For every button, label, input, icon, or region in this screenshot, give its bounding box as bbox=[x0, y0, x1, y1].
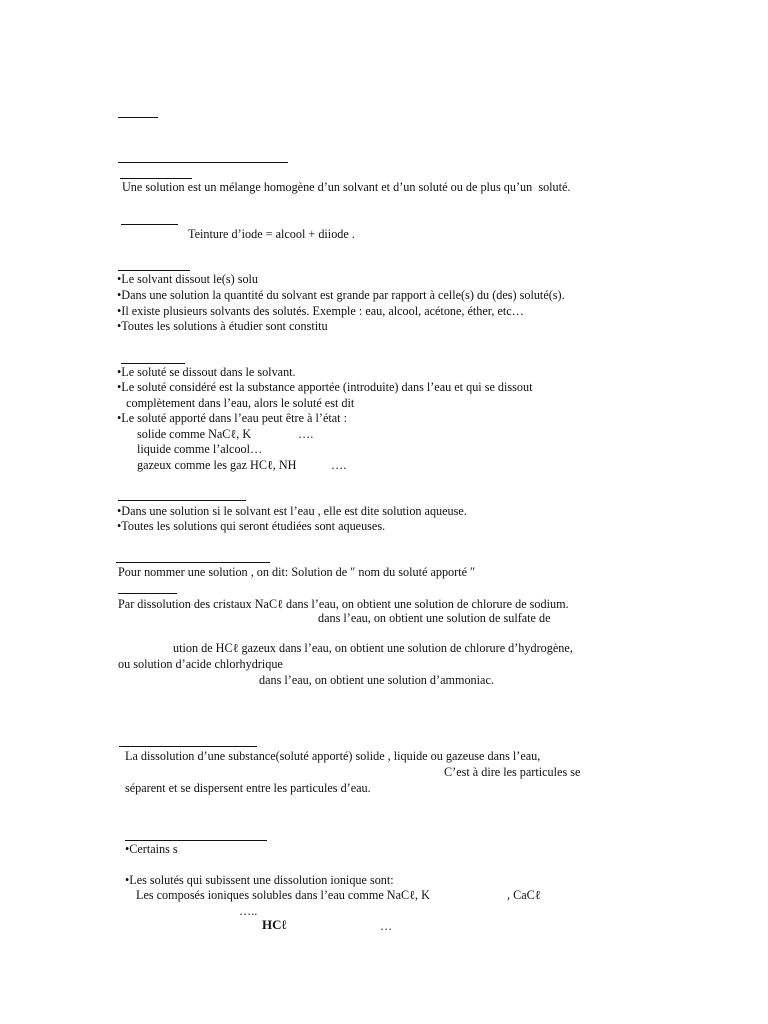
solute-solid: solide comme NaCℓ, K bbox=[137, 427, 252, 441]
solvent-item: •Dans une solution la quantité du solvant est grande par rapport à celle(s) du (des) soluté(s). bbox=[117, 288, 565, 302]
heading-rule bbox=[119, 746, 257, 747]
heading-rule bbox=[118, 270, 190, 271]
heading-rule bbox=[121, 363, 185, 364]
ionic-line-tail: , CaCℓ bbox=[507, 888, 541, 902]
heading-rule bbox=[118, 117, 158, 118]
heading-rule bbox=[120, 178, 192, 179]
heading-rule bbox=[118, 162, 288, 163]
heading-rule bbox=[121, 224, 178, 225]
dissolution-line: C’est à dire les particules se bbox=[444, 765, 581, 779]
solvent-item: •Toutes les solutions à étudier sont constitu bbox=[117, 319, 328, 333]
ionic-hcl: HCℓ bbox=[262, 917, 287, 932]
solvent-item: •Le solvant dissout le(s) solu bbox=[117, 272, 259, 286]
solution-definition: Une solution est un mélange homogène d’un solvant et d’un soluté ou de plus qu’un soluté. bbox=[122, 180, 571, 194]
naming-example: ou solution d’acide chlorhydrique bbox=[118, 657, 283, 671]
heading-rule bbox=[118, 593, 177, 594]
aqueous-line: •Dans une solution si le solvant est l’eau , elle est dite solution aqueuse. bbox=[117, 504, 467, 518]
ionic-line: •Certains s bbox=[125, 842, 178, 856]
naming-example: dans l’eau, on obtient une solution de sulfate de bbox=[318, 611, 551, 625]
solution-example: Teinture d’iode = alcool + diiode . bbox=[188, 227, 355, 241]
ionic-line: •Les solutés qui subissent une dissolution ionique sont: bbox=[125, 873, 394, 887]
solute-gas-dots: …. bbox=[331, 458, 347, 472]
solute-solid-dots: …. bbox=[298, 427, 314, 441]
naming-example: dans l’eau, on obtient une solution d’ammoniac. bbox=[259, 673, 494, 687]
heading-rule bbox=[125, 840, 267, 841]
solvent-item: •Il existe plusieurs solvants des solutés. Exemple : eau, alcool, acétone, éther, etc… bbox=[117, 304, 524, 318]
solute-liquid: liquide comme l’alcool… bbox=[137, 442, 263, 456]
heading-rule bbox=[118, 500, 246, 501]
solute-line: •Le soluté se dissout dans le solvant. bbox=[117, 365, 296, 379]
naming-rule: Pour nommer une solution , on dit: Solution de ″ nom du soluté apporté ″ bbox=[118, 565, 476, 579]
solute-line: •Le soluté apporté dans l’eau peut être à l’état : bbox=[117, 411, 347, 425]
solute-line: complètement dans l’eau, alors le soluté est dit bbox=[117, 396, 355, 410]
solute-gas: gazeux comme les gaz HCℓ, NH bbox=[137, 458, 297, 472]
solute-line: •Le soluté considéré est la substance apportée (introduite) dans l’eau et qui se dissout bbox=[117, 380, 533, 394]
ionic-dots: ….. bbox=[239, 904, 258, 918]
aqueous-line: •Toutes les solutions qui seront étudiées sont aqueuses. bbox=[117, 519, 386, 533]
ionic-dots: … bbox=[380, 919, 393, 933]
naming-example: Par dissolution des cristaux NaCℓ dans l’eau, on obtient une solution de chlorure de sodium. bbox=[118, 597, 569, 611]
naming-example: ution de HCℓ gazeux dans l’eau, on obtient une solution de chlorure d’hydrogène, bbox=[173, 641, 573, 655]
ionic-line: Les composés ioniques solubles dans l’eau comme NaCℓ, K bbox=[136, 888, 430, 902]
dissolution-line: séparent et se dispersent entre les particules d’eau. bbox=[125, 781, 371, 795]
heading-rule bbox=[116, 562, 270, 563]
dissolution-line: La dissolution d’une substance(soluté apporté) solide , liquide ou gazeuse dans l’eau, bbox=[125, 749, 541, 763]
